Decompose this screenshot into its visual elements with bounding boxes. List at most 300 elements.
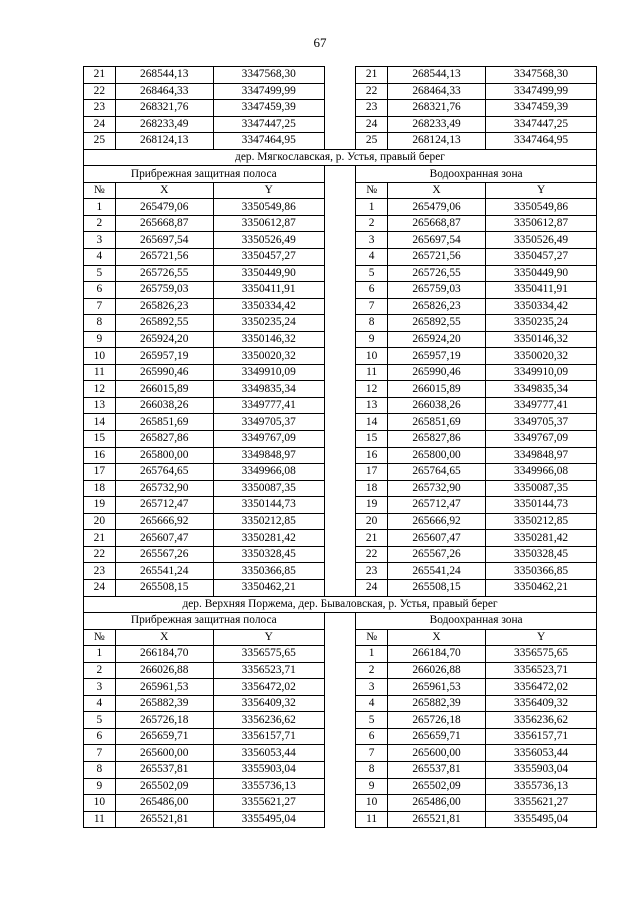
point-number-cell: 7	[356, 745, 388, 762]
y-coordinate-cell: 3350411,91	[213, 282, 324, 299]
point-number-cell: 4	[356, 249, 388, 266]
x-column-header: X	[115, 629, 213, 646]
spacer-cell	[324, 695, 356, 712]
point-number-cell: 2	[84, 215, 116, 232]
point-number-cell: 21	[356, 67, 388, 84]
point-number-cell: 21	[84, 67, 116, 84]
x-coordinate-cell: 265800,00	[387, 447, 485, 464]
table-row	[84, 530, 597, 547]
y-coordinate-cell: 3350087,35	[213, 480, 324, 497]
y-coordinate-cell: 3350212,85	[213, 513, 324, 530]
y-coordinate-cell: 3350612,87	[213, 215, 324, 232]
column-header-row	[84, 629, 597, 646]
spacer-cell	[324, 480, 356, 497]
x-coordinate-cell: 265697,54	[387, 232, 485, 249]
y-coordinate-cell: 3350526,49	[486, 232, 597, 249]
point-number-cell: 11	[356, 364, 388, 381]
spacer-cell	[324, 795, 356, 812]
y-coordinate-cell: 3349848,97	[486, 447, 597, 464]
point-number-cell: 22	[356, 83, 388, 100]
spacer-cell	[324, 298, 356, 315]
spacer-cell	[324, 447, 356, 464]
point-number-cell: 2	[356, 215, 388, 232]
x-coordinate-cell: 265486,00	[115, 795, 213, 812]
y-coordinate-cell: 3349835,34	[486, 381, 597, 398]
point-number-cell: 23	[84, 563, 116, 580]
y-coordinate-cell: 3356236,62	[486, 712, 597, 729]
spacer-cell	[324, 331, 356, 348]
spacer-cell	[324, 282, 356, 299]
point-number-cell: 2	[356, 662, 388, 679]
point-number-cell: 12	[356, 381, 388, 398]
point-number-cell: 15	[356, 431, 388, 448]
point-number-cell: 10	[84, 795, 116, 812]
y-coordinate-cell: 3350328,45	[213, 546, 324, 563]
spacer-cell	[324, 232, 356, 249]
y-coordinate-cell: 3355903,04	[486, 761, 597, 778]
x-coordinate-cell: 265892,55	[387, 315, 485, 332]
y-coordinate-cell: 3355621,27	[213, 795, 324, 812]
x-coordinate-cell: 265541,24	[387, 563, 485, 580]
y-coordinate-cell: 3350020,32	[486, 348, 597, 365]
x-coordinate-cell: 265764,65	[387, 464, 485, 481]
spacer-cell	[324, 397, 356, 414]
point-number-cell: 3	[356, 232, 388, 249]
y-coordinate-cell: 3350144,73	[486, 497, 597, 514]
point-number-cell: 19	[84, 497, 116, 514]
spacer-cell	[324, 381, 356, 398]
number-column-header: №	[84, 182, 116, 199]
point-number-cell: 5	[356, 712, 388, 729]
y-coordinate-cell: 3356053,44	[213, 745, 324, 762]
table-row	[84, 447, 597, 464]
x-coordinate-cell: 265759,03	[115, 282, 213, 299]
y-coordinate-cell: 3356523,71	[213, 662, 324, 679]
y-column-header: Y	[213, 182, 324, 199]
y-coordinate-cell: 3350457,27	[213, 249, 324, 266]
y-coordinate-cell: 3355495,04	[486, 811, 597, 828]
point-number-cell: 6	[84, 282, 116, 299]
x-coordinate-cell: 266026,88	[115, 662, 213, 679]
y-coordinate-cell: 3355736,13	[213, 778, 324, 795]
number-column-header: №	[356, 182, 388, 199]
x-coordinate-cell: 265600,00	[115, 745, 213, 762]
spacer-cell	[324, 646, 356, 663]
point-number-cell: 8	[356, 761, 388, 778]
table-row	[84, 795, 597, 812]
x-coordinate-cell: 265924,20	[387, 331, 485, 348]
y-coordinate-cell: 3349705,37	[486, 414, 597, 431]
point-number-cell: 5	[84, 265, 116, 282]
x-coordinate-cell: 265607,47	[115, 530, 213, 547]
point-number-cell: 19	[356, 497, 388, 514]
point-number-cell: 22	[84, 546, 116, 563]
spacer-cell	[324, 166, 356, 183]
x-coordinate-cell: 268233,49	[115, 116, 213, 133]
x-coordinate-cell: 265882,39	[115, 695, 213, 712]
point-number-cell: 23	[356, 100, 388, 117]
y-coordinate-cell: 3356575,65	[486, 646, 597, 663]
x-coordinate-cell: 265826,23	[115, 298, 213, 315]
point-number-cell: 9	[356, 331, 388, 348]
y-coordinate-cell: 3350549,86	[213, 199, 324, 216]
table-row	[84, 579, 597, 596]
x-coordinate-cell: 265668,87	[115, 215, 213, 232]
point-number-cell: 7	[84, 298, 116, 315]
y-coordinate-cell: 3349966,08	[213, 464, 324, 481]
spacer-cell	[324, 464, 356, 481]
point-number-cell: 18	[356, 480, 388, 497]
point-number-cell: 24	[356, 579, 388, 596]
point-number-cell: 9	[84, 778, 116, 795]
x-coordinate-cell: 265726,55	[387, 265, 485, 282]
point-number-cell: 3	[356, 679, 388, 696]
x-coordinate-cell: 265521,81	[115, 811, 213, 828]
section-title-row	[84, 149, 597, 166]
point-number-cell: 23	[356, 563, 388, 580]
y-coordinate-cell: 3350144,73	[213, 497, 324, 514]
table-row	[84, 695, 597, 712]
x-coordinate-cell: 268544,13	[387, 67, 485, 84]
x-coordinate-cell: 266038,26	[115, 397, 213, 414]
spacer-cell	[324, 83, 356, 100]
point-number-cell: 10	[84, 348, 116, 365]
point-number-cell: 11	[84, 811, 116, 828]
point-number-cell: 10	[356, 795, 388, 812]
table-row	[84, 497, 597, 514]
y-coordinate-cell: 3350366,85	[213, 563, 324, 580]
y-coordinate-cell: 3356575,65	[213, 646, 324, 663]
point-number-cell: 18	[84, 480, 116, 497]
y-coordinate-cell: 3350334,42	[213, 298, 324, 315]
x-coordinate-cell: 265826,23	[387, 298, 485, 315]
spacer-cell	[324, 364, 356, 381]
x-coordinate-cell: 265521,81	[387, 811, 485, 828]
point-number-cell: 16	[356, 447, 388, 464]
spacer-cell	[324, 761, 356, 778]
x-coordinate-cell: 265508,15	[387, 579, 485, 596]
point-number-cell: 22	[84, 83, 116, 100]
x-coordinate-cell: 265712,47	[115, 497, 213, 514]
spacer-cell	[324, 315, 356, 332]
y-coordinate-cell: 3349835,34	[213, 381, 324, 398]
page-number: 67	[313, 35, 327, 50]
point-number-cell: 7	[84, 745, 116, 762]
y-coordinate-cell: 3350462,21	[486, 579, 597, 596]
spacer-cell	[324, 199, 356, 216]
x-coordinate-cell: 265957,19	[387, 348, 485, 365]
point-number-cell: 9	[84, 331, 116, 348]
point-number-cell: 20	[84, 513, 116, 530]
spacer-cell	[324, 679, 356, 696]
table-row	[84, 563, 597, 580]
x-coordinate-cell: 265567,26	[115, 546, 213, 563]
spacer-cell	[324, 778, 356, 795]
point-number-cell: 9	[356, 778, 388, 795]
point-number-cell: 11	[84, 364, 116, 381]
spacer-cell	[324, 811, 356, 828]
x-coordinate-cell: 265666,92	[387, 513, 485, 530]
point-number-cell: 1	[356, 199, 388, 216]
x-coordinate-cell: 268233,49	[387, 116, 485, 133]
x-coordinate-cell: 265479,06	[387, 199, 485, 216]
point-number-cell: 24	[84, 116, 116, 133]
point-number-cell: 21	[356, 530, 388, 547]
point-number-cell: 5	[356, 265, 388, 282]
spacer-cell	[324, 414, 356, 431]
point-number-cell: 1	[84, 646, 116, 663]
x-column-header: X	[115, 182, 213, 199]
y-coordinate-cell: 3350087,35	[486, 480, 597, 497]
x-coordinate-cell: 265827,86	[387, 431, 485, 448]
y-coordinate-cell: 3356053,44	[486, 745, 597, 762]
spacer-cell	[324, 745, 356, 762]
table-row	[84, 100, 597, 117]
y-coordinate-cell: 3350328,45	[486, 546, 597, 563]
x-coordinate-cell: 265479,06	[115, 199, 213, 216]
y-coordinate-cell: 3347464,95	[486, 133, 597, 150]
number-column-header: №	[356, 629, 388, 646]
x-column-header: X	[387, 629, 485, 646]
point-number-cell: 7	[356, 298, 388, 315]
x-coordinate-cell: 268124,13	[387, 133, 485, 150]
y-column-header: Y	[486, 182, 597, 199]
x-coordinate-cell: 265537,81	[387, 761, 485, 778]
y-coordinate-cell: 3349777,41	[213, 397, 324, 414]
x-coordinate-cell: 265502,09	[115, 778, 213, 795]
x-coordinate-cell: 265607,47	[387, 530, 485, 547]
y-coordinate-cell: 3349777,41	[486, 397, 597, 414]
x-coordinate-cell: 268321,76	[387, 100, 485, 117]
spacer-cell	[324, 182, 356, 199]
table-row	[84, 546, 597, 563]
x-coordinate-cell: 265764,65	[115, 464, 213, 481]
x-coordinate-cell: 266015,89	[387, 381, 485, 398]
point-number-cell: 5	[84, 712, 116, 729]
table-row	[84, 364, 597, 381]
point-number-cell: 25	[356, 133, 388, 150]
x-coordinate-cell: 265697,54	[115, 232, 213, 249]
x-coordinate-cell: 265924,20	[115, 331, 213, 348]
spacer-cell	[324, 613, 356, 630]
table-row	[84, 513, 597, 530]
y-coordinate-cell: 3350146,32	[213, 331, 324, 348]
table-row	[84, 646, 597, 663]
x-coordinate-cell: 268464,33	[387, 83, 485, 100]
x-coordinate-cell: 265541,24	[115, 563, 213, 580]
table-row	[84, 331, 597, 348]
y-coordinate-cell: 3350526,49	[213, 232, 324, 249]
y-coordinate-cell: 3349966,08	[486, 464, 597, 481]
coastal-strip-caption: Прибрежная защитная полоса	[84, 166, 325, 183]
x-coordinate-cell: 265659,71	[115, 728, 213, 745]
spacer-cell	[324, 100, 356, 117]
column-header-row	[84, 182, 597, 199]
y-coordinate-cell: 3350281,42	[486, 530, 597, 547]
x-coordinate-cell: 265659,71	[387, 728, 485, 745]
spacer-cell	[324, 431, 356, 448]
x-coordinate-cell: 265508,15	[115, 579, 213, 596]
table-row	[84, 761, 597, 778]
spacer-cell	[324, 67, 356, 84]
table-row	[84, 265, 597, 282]
point-number-cell: 20	[356, 513, 388, 530]
point-number-cell: 17	[84, 464, 116, 481]
y-coordinate-cell: 3347568,30	[213, 67, 324, 84]
y-coordinate-cell: 3349910,09	[213, 364, 324, 381]
spacer-cell	[324, 546, 356, 563]
x-coordinate-cell: 265726,55	[115, 265, 213, 282]
spacer-cell	[324, 728, 356, 745]
point-number-cell: 10	[356, 348, 388, 365]
x-coordinate-cell: 268464,33	[115, 83, 213, 100]
y-coordinate-cell: 3349767,09	[486, 431, 597, 448]
spacer-cell	[324, 712, 356, 729]
table-row	[84, 397, 597, 414]
coastal-strip-caption: Прибрежная защитная полоса	[84, 613, 325, 630]
x-coordinate-cell: 265800,00	[115, 447, 213, 464]
number-column-header: №	[84, 629, 116, 646]
point-number-cell: 21	[84, 530, 116, 547]
x-coordinate-cell: 265726,18	[115, 712, 213, 729]
point-number-cell: 17	[356, 464, 388, 481]
y-coordinate-cell: 3347459,39	[213, 100, 324, 117]
point-number-cell: 6	[84, 728, 116, 745]
y-coordinate-cell: 3347499,99	[213, 83, 324, 100]
coordinates-table	[83, 66, 597, 828]
y-coordinate-cell: 3349705,37	[213, 414, 324, 431]
x-coordinate-cell: 266184,70	[387, 646, 485, 663]
spacer-cell	[324, 513, 356, 530]
table-row	[84, 348, 597, 365]
table-row	[84, 381, 597, 398]
section-title-row	[84, 596, 597, 613]
spacer-cell	[324, 215, 356, 232]
spacer-cell	[324, 629, 356, 646]
table-row	[84, 83, 597, 100]
point-number-cell: 14	[356, 414, 388, 431]
y-coordinate-cell: 3356523,71	[486, 662, 597, 679]
y-coordinate-cell: 3350020,32	[213, 348, 324, 365]
y-coordinate-cell: 3356472,02	[213, 679, 324, 696]
point-number-cell: 1	[356, 646, 388, 663]
table-row	[84, 199, 597, 216]
point-number-cell: 12	[84, 381, 116, 398]
x-column-header: X	[387, 182, 485, 199]
x-coordinate-cell: 265892,55	[115, 315, 213, 332]
point-number-cell: 24	[84, 579, 116, 596]
x-coordinate-cell: 265957,19	[115, 348, 213, 365]
table-row	[84, 249, 597, 266]
y-coordinate-cell: 3350334,42	[486, 298, 597, 315]
x-coordinate-cell: 265726,18	[387, 712, 485, 729]
x-coordinate-cell: 265961,53	[115, 679, 213, 696]
y-column-header: Y	[486, 629, 597, 646]
point-number-cell: 24	[356, 116, 388, 133]
point-number-cell: 13	[356, 397, 388, 414]
x-coordinate-cell: 265567,26	[387, 546, 485, 563]
x-coordinate-cell: 265732,90	[387, 480, 485, 497]
y-coordinate-cell: 3347447,25	[486, 116, 597, 133]
spacer-cell	[324, 530, 356, 547]
table-row	[84, 778, 597, 795]
x-coordinate-cell: 265851,69	[387, 414, 485, 431]
table-row	[84, 67, 597, 84]
y-coordinate-cell: 3350366,85	[486, 563, 597, 580]
table-row	[84, 282, 597, 299]
table-row	[84, 116, 597, 133]
x-coordinate-cell: 265990,46	[387, 364, 485, 381]
table-row	[84, 464, 597, 481]
point-number-cell: 15	[84, 431, 116, 448]
y-coordinate-cell: 3349767,09	[213, 431, 324, 448]
point-number-cell: 4	[356, 695, 388, 712]
table-row	[84, 811, 597, 828]
table-row	[84, 298, 597, 315]
spacer-cell	[324, 265, 356, 282]
x-coordinate-cell: 265537,81	[115, 761, 213, 778]
x-coordinate-cell: 266038,26	[387, 397, 485, 414]
point-number-cell: 3	[84, 679, 116, 696]
x-coordinate-cell: 266184,70	[115, 646, 213, 663]
x-coordinate-cell: 266026,88	[387, 662, 485, 679]
table-row	[84, 679, 597, 696]
x-coordinate-cell: 265882,39	[387, 695, 485, 712]
table-row	[84, 728, 597, 745]
y-coordinate-cell: 3350411,91	[486, 282, 597, 299]
spacer-cell	[324, 348, 356, 365]
point-number-cell: 16	[84, 447, 116, 464]
x-coordinate-cell: 265990,46	[115, 364, 213, 381]
point-number-cell: 6	[356, 282, 388, 299]
x-coordinate-cell: 265486,00	[387, 795, 485, 812]
point-number-cell: 4	[84, 695, 116, 712]
y-coordinate-cell: 3355736,13	[486, 778, 597, 795]
y-coordinate-cell: 3355621,27	[486, 795, 597, 812]
y-coordinate-cell: 3350457,27	[486, 249, 597, 266]
spacer-cell	[324, 249, 356, 266]
spacer-cell	[324, 133, 356, 150]
point-number-cell: 3	[84, 232, 116, 249]
spacer-cell	[324, 662, 356, 679]
water-protection-zone-caption: Водоохранная зона	[356, 613, 597, 630]
x-coordinate-cell: 265600,00	[387, 745, 485, 762]
y-coordinate-cell: 3350235,24	[213, 315, 324, 332]
point-number-cell: 8	[84, 315, 116, 332]
y-coordinate-cell: 3356157,71	[486, 728, 597, 745]
y-coordinate-cell: 3350281,42	[213, 530, 324, 547]
table-row	[84, 215, 597, 232]
point-number-cell: 2	[84, 662, 116, 679]
y-coordinate-cell: 3355495,04	[213, 811, 324, 828]
x-coordinate-cell: 265666,92	[115, 513, 213, 530]
zone-caption-row	[84, 166, 597, 183]
point-number-cell: 8	[84, 761, 116, 778]
section-title: дер. Верхняя Поржема, дер. Бываловская, р. Устья, правый берег	[84, 596, 597, 613]
x-coordinate-cell: 265668,87	[387, 215, 485, 232]
y-coordinate-cell: 3347499,99	[486, 83, 597, 100]
point-number-cell: 8	[356, 315, 388, 332]
y-coordinate-cell: 3350212,85	[486, 513, 597, 530]
table-row	[84, 414, 597, 431]
zone-caption-row	[84, 613, 597, 630]
table-row	[84, 745, 597, 762]
table-row	[84, 712, 597, 729]
x-coordinate-cell: 265502,09	[387, 778, 485, 795]
y-coordinate-cell: 3356236,62	[213, 712, 324, 729]
x-coordinate-cell: 265759,03	[387, 282, 485, 299]
point-number-cell: 6	[356, 728, 388, 745]
